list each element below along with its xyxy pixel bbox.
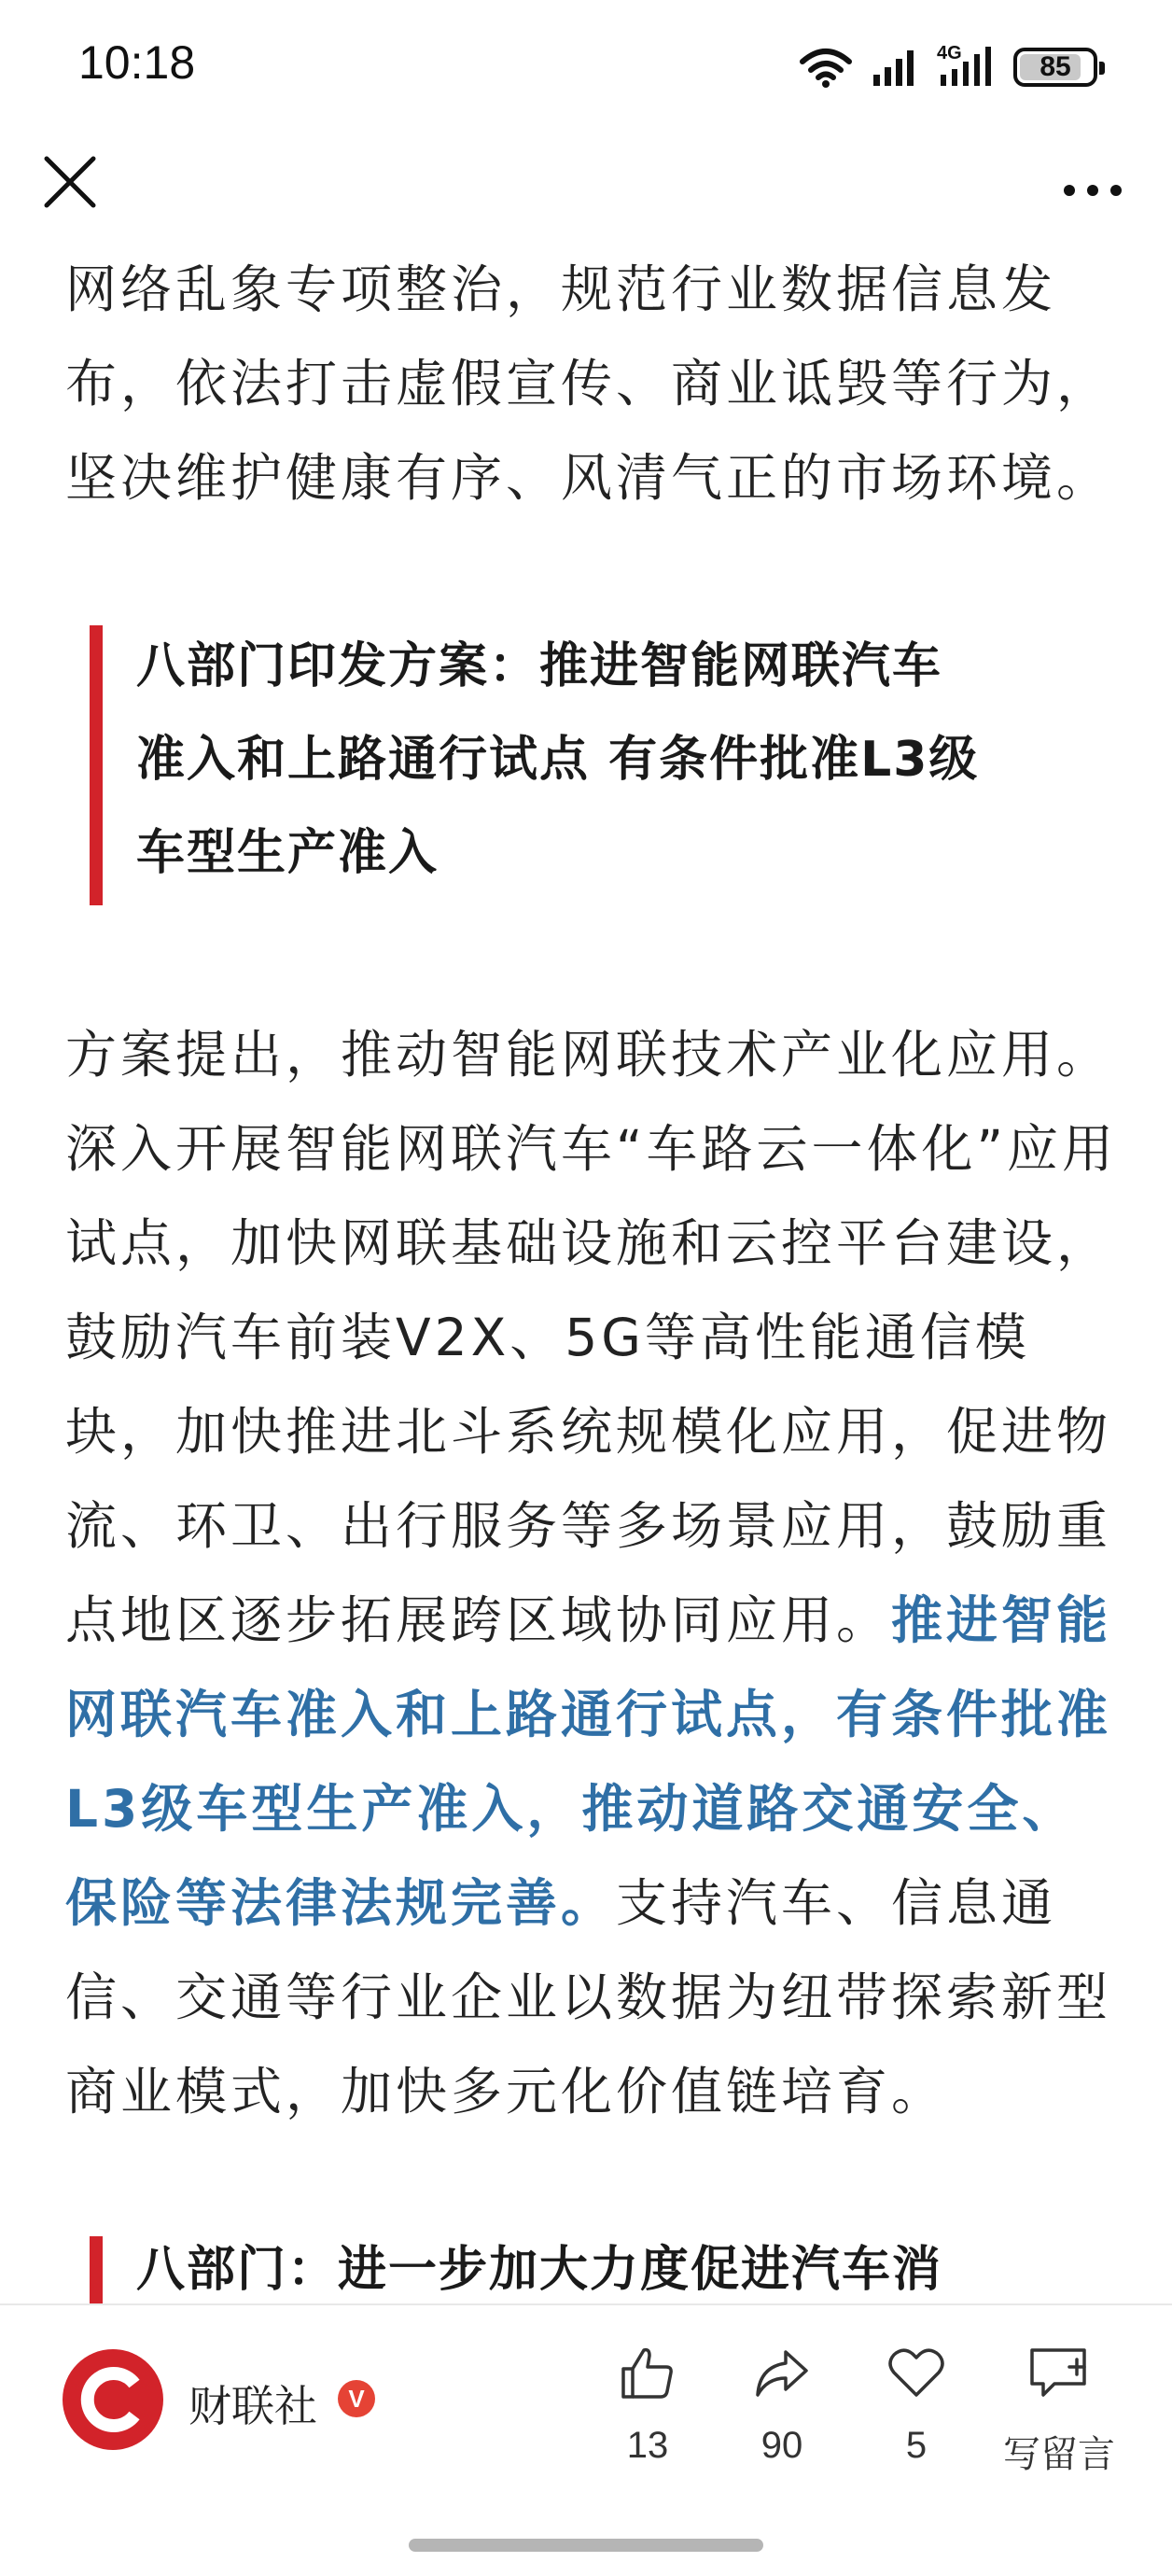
home-indicator[interactable] (409, 2539, 763, 2552)
paragraph-line: 深入开展智能网联汽车“车路云一体化”应用 (65, 1119, 1117, 1179)
paragraph-line: 网络乱象专项整治，规范行业数据信息发 (65, 259, 1057, 319)
bottom-action-bar (0, 2303, 1172, 2576)
paragraph-line: 方案提出，推动智能网联技术产业化应用。 (65, 1025, 1112, 1085)
section-headline-1 (90, 625, 1097, 905)
paragraph-line (65, 1856, 1120, 1951)
paragraph-line (65, 1574, 1120, 1668)
close-icon (37, 149, 103, 215)
headline-accent-bar (90, 625, 103, 905)
headline-line: 准入和上路通行试点 有条件批准L3级 (136, 732, 980, 788)
headline-accent-bar (90, 2236, 103, 2303)
status-icons (799, 41, 1097, 93)
wifi-icon (799, 47, 853, 88)
paragraph-line: 试点，加快网联基础设施和云控平台建设， (65, 1213, 1112, 1273)
status-time: 10:18 (78, 36, 196, 89)
signal-4g-icon (937, 45, 995, 90)
section-headline-2 (90, 2236, 1097, 2303)
paragraph-text: 支持汽车、信息通 (616, 1873, 1057, 1933)
headline-line: 八部门：进一步加大力度促进汽车消 (136, 2242, 943, 2298)
verified-badge: V (338, 2380, 375, 2417)
heart-icon (886, 2343, 946, 2402)
highlighted-text: 保险等法律法规完善。 (65, 1873, 617, 1933)
paragraph-line: 商业模式，加快多元化价值链培育。 (65, 2062, 947, 2121)
close-button[interactable] (37, 149, 103, 215)
paragraph-line: 布，依法打击虚假宣传、商业诋毁等行为， (65, 354, 1112, 413)
paragraph-text: 点地区逐步拓展跨区域协同应用。 (65, 1590, 892, 1650)
comment-label: 写留言 (1003, 2434, 1115, 2475)
cls-logo-icon (62, 2348, 164, 2451)
paragraph-line (65, 1668, 1120, 1762)
thumbs-up-icon (618, 2343, 677, 2402)
paragraph-line: 流、环卫、出行服务等多场景应用，鼓励重 (65, 1496, 1112, 1556)
battery-tip (1099, 62, 1105, 75)
paragraph-line: 块，加快推进北斗系统规模化应用，促进物 (65, 1402, 1112, 1462)
like-button[interactable] (582, 2343, 713, 2483)
comment-add-icon (1026, 2343, 1092, 2402)
headline-line: 车型生产准入 (136, 825, 440, 881)
favorite-button[interactable] (851, 2343, 982, 2483)
more-button[interactable] (1051, 149, 1135, 215)
highlighted-text: 网联汽车准入和上路通行试点，有条件批准 (65, 1685, 1112, 1744)
share-count: 90 (760, 2425, 803, 2466)
source-name[interactable]: 财联社 (188, 2381, 317, 2431)
headline-line: 八部门印发方案：推进智能网联汽车 (136, 638, 943, 694)
more-icon (1051, 149, 1135, 215)
source-logo[interactable] (62, 2348, 164, 2451)
paragraph-line (65, 1762, 1120, 1856)
network-type: 4G (937, 43, 962, 63)
highlighted-text: L3级车型生产准入，推动道路交通安全、 (65, 1779, 1078, 1839)
comment-button[interactable] (989, 2343, 1129, 2483)
share-icon (752, 2343, 812, 2402)
status-bar (0, 0, 1172, 131)
battery-indicator (1013, 48, 1097, 87)
like-count: 13 (626, 2425, 669, 2466)
paragraph-line: 坚决维护健康有序、风清气正的市场环境。 (65, 448, 1112, 508)
paragraph-line: 鼓励汽车前装V2X、5G等高性能通信模 (65, 1308, 1030, 1367)
paragraph-line: 信、交通等行业企业以数据为纽带探索新型 (65, 1967, 1112, 2027)
favorite-count: 5 (905, 2425, 928, 2466)
signal-icon (872, 47, 918, 88)
network-4g-signal (937, 45, 995, 90)
highlighted-text: 推进智能 (891, 1590, 1112, 1650)
battery-level: 85 (1039, 51, 1071, 82)
share-button[interactable] (717, 2343, 847, 2483)
top-nav (0, 140, 1172, 233)
